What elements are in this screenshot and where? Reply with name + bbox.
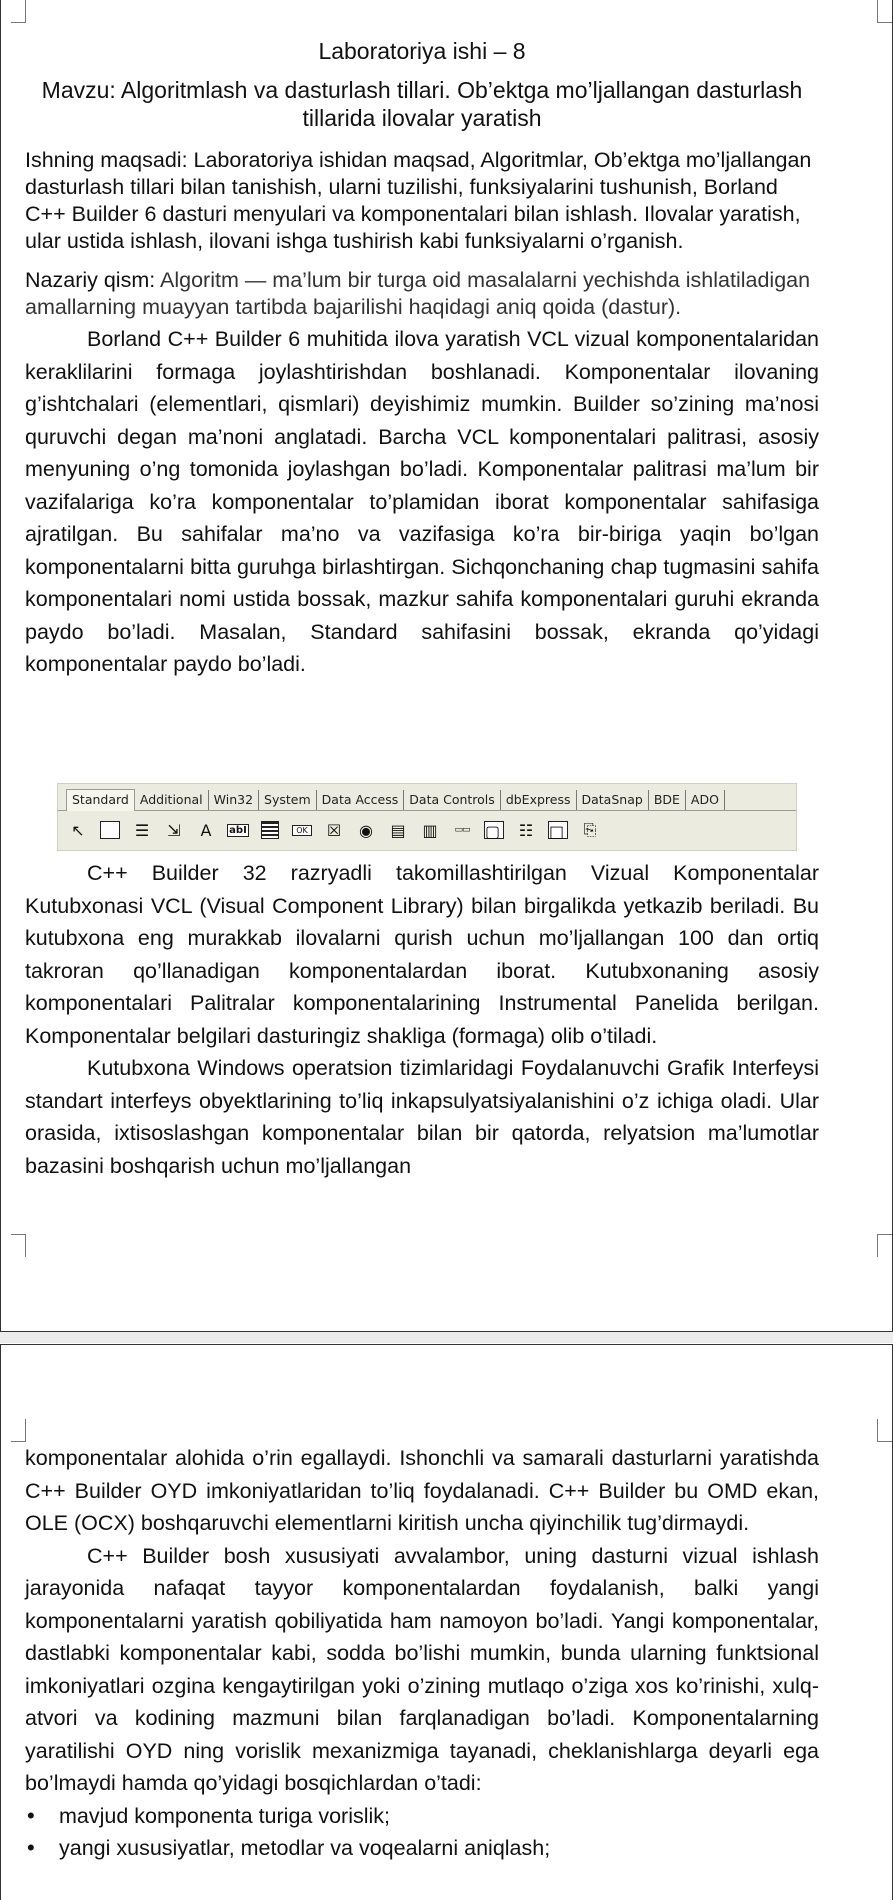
theory-paragraph	[25, 267, 819, 321]
pointer-icon: ↖	[71, 820, 85, 840]
panel-icon: □	[546, 818, 570, 842]
document-page-2	[0, 1344, 893, 1900]
actionlist-icon: ⎘	[583, 820, 597, 839]
palette-tab: dbExpress	[501, 790, 577, 810]
list-item: • yangi xususiyatlar, metodlar va voqealarni aniqlash;	[25, 1832, 819, 1864]
bullet-list	[25, 1800, 819, 1864]
document-topic: Mavzu: Algoritmlash va dasturlash tillari. Ob’ektga mo’ljallangan dasturlash tillarida ilovalar yaratish	[41, 77, 803, 131]
edit-icon: abI	[229, 824, 247, 836]
palette-tab: DataSnap	[577, 790, 649, 810]
purpose-text: Laboratoriya ishidan maqsad, Algoritmlar, Ob’ektga mo’ljallangan dasturlash tillari bilan tanishish, ularni tuzilishi, funksiyalarini tushunish, Borland C++ Builder 6 dasturi menyulari va komponentalari bilan ishlash. Ilovalar yaratish, ular ustida ishlash, ilovani ishga tushirish kabi funksiyalarni o’rganish.	[25, 148, 812, 253]
palette-tabs	[58, 784, 796, 811]
mainmenu-icon: ☰	[134, 820, 150, 840]
purpose-paragraph	[25, 147, 819, 255]
theory-text: Algoritm — ma’lum bir turga oid masalalarni yechishda ishlatiladigan amallarning muayyan tartibda bajarilishi haqidagi aniq qoida (dastur).	[25, 268, 811, 319]
palette-tab: ADO	[686, 790, 725, 810]
page-gap	[0, 1332, 893, 1343]
palette-tab: Data Access	[317, 790, 405, 810]
frames-icon	[98, 818, 122, 842]
page-corner-mark	[877, 0, 892, 23]
combobox-icon: ▥	[422, 820, 438, 840]
scrollbar-icon: ▭▭	[454, 825, 470, 835]
button-icon: OK	[290, 818, 314, 842]
popupmenu-icon: ⇲	[167, 820, 181, 840]
palette-tab: BDE	[649, 790, 686, 810]
body-paragraph: C++ Builder bosh xususiyati avvalambor, uning dasturni vizual ishlash jarayonida nafaqat tayyor komponentalardan foydalanish, balki yangi komponentalarni yaratish qobiliyatida ham namoyon bo’ladi. Yangi komponentalar, dastlabki komponentalar kabi, sodda bo’lishi mumkin, bunda ularning funktsional imkoniyatlari ozgina kengaytirilgan yoki o’zining mutlaqo o’ziga xos ko’rinishi, xulq-atvori va kodining mazmuni bilan farqlanadigan bo’ladi. Komponentalarning yaratilishi OYD ning vorislik mexanizmiga tayanadi, cheklanishlarga deyarli ega bo’lmaydi hamda qo’yidagi bosqichlardan o’tadi:	[25, 1543, 819, 1795]
body-paragraph: C++ Builder 32 razryadli takomillashtirilgan Vizual Komponentalar Kutubxonasi VCL (Visual Component Library) bilan birgalikda yetkazib beriladi. Bu kutubxona eng murakkab ilovalarni qurish uchun mo’ljallangan 100 dan ortiq takroran qo’llanadigan komponentalardan iborat. Kutubxonaning asosiy komponentalari Palitralar komponentalarining Instrumental Panelida berilgan. Komponentalar belgilari dasturingiz shakliga (formaga) olib o’tiladi.	[25, 861, 819, 1048]
listbox-icon: ▤	[390, 820, 406, 840]
page-corner-mark	[11, 1419, 26, 1442]
palette-tab: Additional	[135, 790, 209, 810]
body-paragraph: Borland C++ Builder 6 muhitida ilova yaratish VCL vizual komponentalaridan keraklilarini formaga joylashtirishdan boshlanadi. Komponentalar ilovaning g’ishtchalari (elementlari, qismlari) deyishimiz mumkin. Builder so’zining ma’nosi quruvchi degan ma’noni anglatadi. Barcha VCL komponentalari palitrasi, asosiy menyuning o’ng tomonida joylashgan bo’ladi. Komponentalar palitrasi ma’lum bir vazifalariga ko’ra komponentalar to’plamidan iborat komponentalar sahifasiga ajratilgan. Bu sahifalar ma’no va vazifasiga ko’ra bir-biriga yaqin bo’lgan komponentalarni bitta guruhga birlashtirgan. Sichqonchaning chap tugmasini sahifa komponentalari nomi ustida bossak, mazkur sahifa komponentalari guruhi ekranda paydo bo’ladi. Masalan, Standard sahifasini bossak, ekranda qo’yidagi komponentalar paydo bo’ladi.	[25, 327, 819, 676]
page-corner-mark	[11, 1234, 26, 1257]
list-item: • mavjud komponenta turiga vorislik;	[25, 1800, 819, 1832]
page-corner-mark	[11, 0, 26, 23]
palette-tools	[58, 811, 796, 849]
checkbox-icon: ☒	[326, 820, 342, 840]
groupbox-icon: ▢	[482, 818, 506, 842]
document-title: Laboratoriya ishi – 8	[318, 38, 526, 64]
memo-icon	[258, 818, 282, 842]
purpose-label: Ishning maqsadi:	[25, 148, 188, 172]
component-palette-image	[57, 783, 797, 851]
page-corner-mark	[877, 1234, 892, 1257]
palette-tab: Standard	[66, 789, 135, 811]
radiobutton-icon: ◉	[359, 820, 373, 840]
palette-tab: System	[259, 790, 317, 810]
theory-label: Nazariy qism:	[25, 268, 156, 292]
radiogroup-icon: ☷	[518, 820, 534, 840]
page-corner-mark	[877, 1419, 892, 1442]
label-icon: A	[200, 820, 212, 840]
palette-tab: Data Controls	[404, 790, 501, 810]
body-paragraph: komponentalar alohida o’rin egallaydi. Ishonchli va samarali dasturlarni yaratishda C++ Builder OYD imkoniyatlaridan to’liq foydalanadi. C++ Builder bu OMD ekan, OLE (OCX) boshqaruvchi elementlarni kiritish uncha qiyinchilik tug’dirmaydi.	[25, 1446, 819, 1535]
palette-tab: Win32	[209, 790, 259, 810]
body-paragraph: Kutubxona Windows operatsion tizimlaridagi Foydalanuvchi Grafik Interfeysi standart interfeys obyektlarining to’liq inkapsulyatsiyalanishini o’z ichiga oladi. Ular orasida, ixtisoslashgan komponentalar bilan bir qatorda, relyatsion ma’lumotlar bazasini boshqarish uchun mo’ljallangan	[25, 1056, 819, 1178]
